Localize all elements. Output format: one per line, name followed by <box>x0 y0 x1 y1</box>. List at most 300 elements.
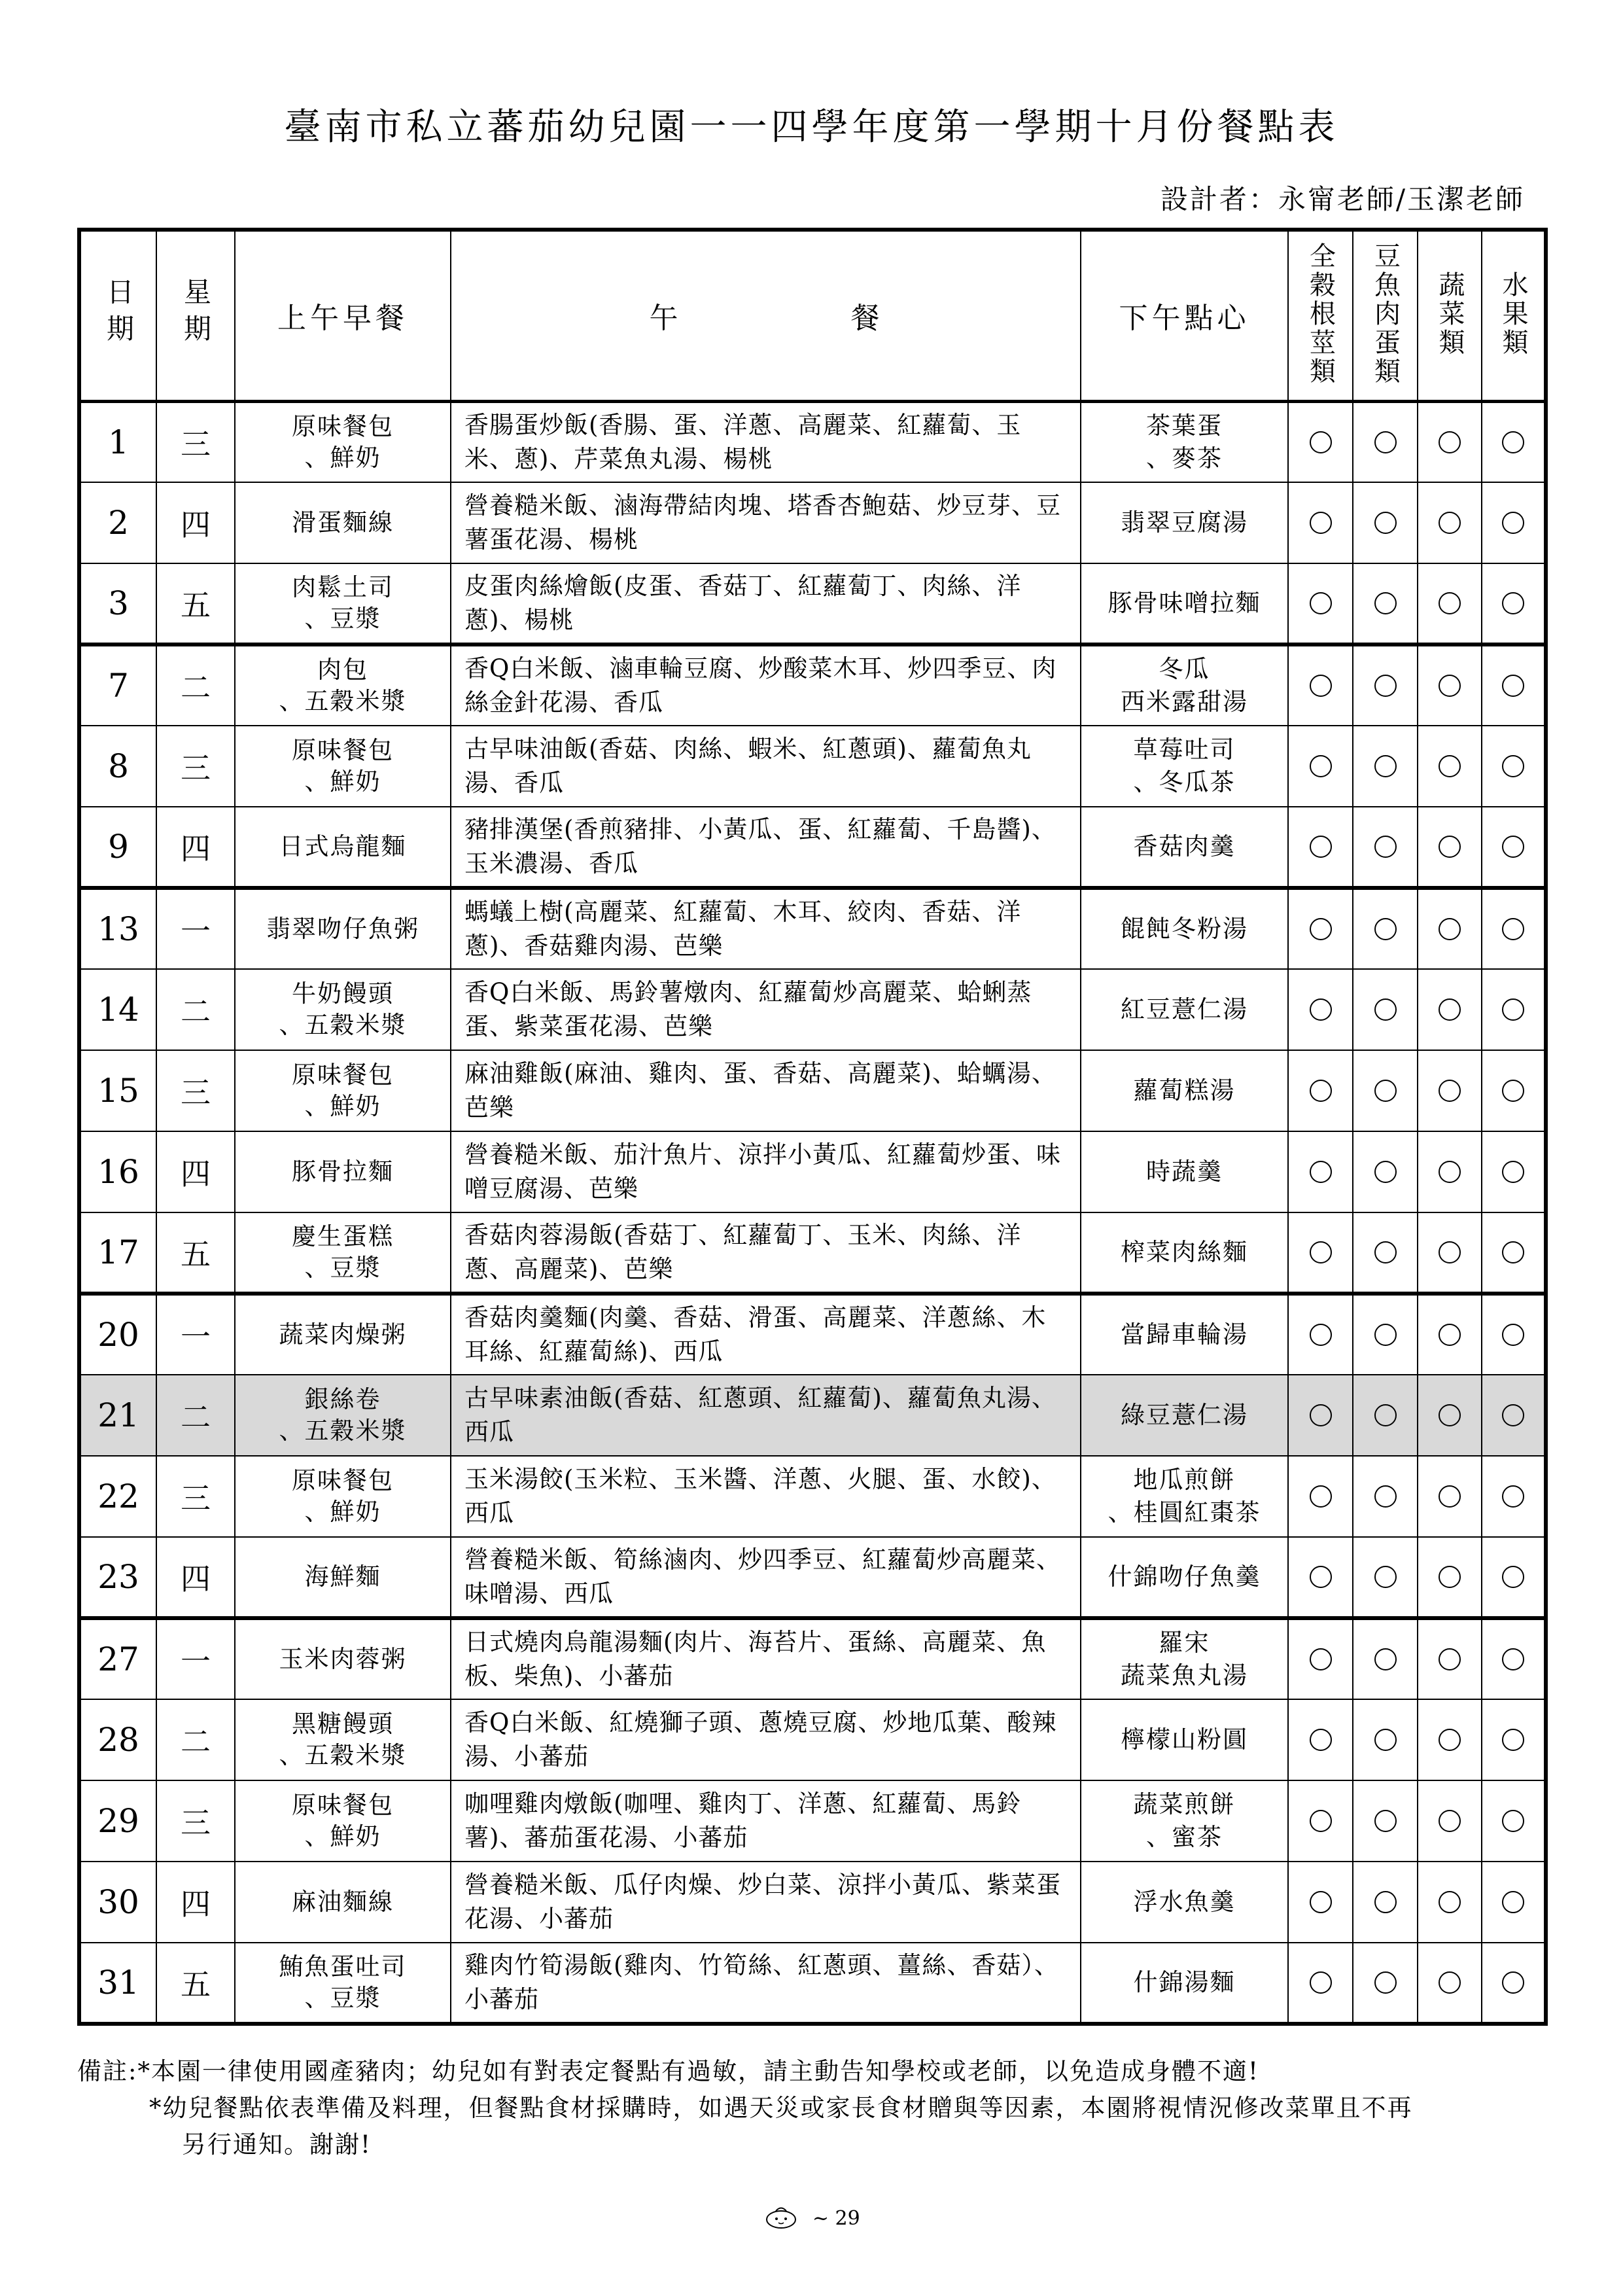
lunch-cell: 咖哩雞肉燉飯(咖哩、雞肉丁、洋蔥、紅蘿蔔、馬鈴薯)、蕃茄蛋花湯、小蕃茄 <box>451 1780 1081 1862</box>
check-circle-icon <box>1439 1404 1461 1426</box>
check-circle-icon <box>1374 918 1397 940</box>
protein-check-cell <box>1353 1456 1418 1537</box>
grains-check-cell <box>1288 888 1353 969</box>
check-circle-icon <box>1439 1729 1461 1751</box>
weekday-cell: 一 <box>156 1294 235 1375</box>
fruits-check-cell <box>1482 1618 1546 1699</box>
fruits-check-cell <box>1482 401 1546 482</box>
weekday-cell: 五 <box>156 1943 235 2024</box>
page-number: ~ 29 <box>812 2207 860 2230</box>
breakfast-cell <box>235 482 451 563</box>
header-protein: 豆魚肉蛋類 <box>1353 230 1418 401</box>
weekday-cell: 五 <box>156 1212 235 1294</box>
grains-check-cell <box>1288 1943 1353 2024</box>
snack-line: 什錦湯麵 <box>1133 1968 1236 1996</box>
check-circle-icon <box>1310 1161 1332 1183</box>
breakfast-line: 滑蛋麵線 <box>292 508 394 537</box>
check-circle-icon <box>1310 1241 1332 1263</box>
breakfast-line: 、五穀米漿 <box>279 687 407 715</box>
weekday-cell: 四 <box>156 482 235 563</box>
fruits-check-cell <box>1482 1943 1546 2024</box>
breakfast-line: 日式烏龍麵 <box>279 832 407 860</box>
date-cell: 31 <box>79 1943 156 2024</box>
table-row <box>79 1294 1546 1375</box>
check-circle-icon <box>1439 1810 1461 1832</box>
check-circle-icon <box>1374 1404 1397 1426</box>
breakfast-line: 麻油麵線 <box>292 1888 394 1916</box>
check-circle-icon <box>1310 1729 1332 1751</box>
protein-check-cell <box>1353 888 1418 969</box>
breakfast-line: 黑糖饅頭 <box>292 1710 394 1738</box>
check-circle-icon <box>1439 1971 1461 1994</box>
lunch-cell: 香腸蛋炒飯(香腸、蛋、洋蔥、高麗菜、紅蘿蔔、玉米、蔥)、芹菜魚丸湯、楊桃 <box>451 401 1081 482</box>
table-row <box>79 807 1546 888</box>
breakfast-line: 海鮮麵 <box>304 1563 381 1591</box>
breakfast-cell <box>235 1456 451 1537</box>
designer-credit: 設計者：永甯老師/玉潔老師 <box>1160 183 1525 215</box>
check-circle-icon <box>1439 836 1461 858</box>
date-cell: 3 <box>79 563 156 645</box>
weekday-cell: 五 <box>156 563 235 645</box>
check-circle-icon <box>1439 675 1461 697</box>
check-circle-icon <box>1310 1648 1332 1670</box>
breakfast-line: 鮪魚蛋吐司 <box>279 1952 407 1981</box>
check-circle-icon <box>1502 1729 1524 1751</box>
date-cell: 20 <box>79 1294 156 1375</box>
snack-line: 綠豆薏仁湯 <box>1121 1401 1248 1429</box>
grains-check-cell <box>1288 1050 1353 1131</box>
vegetables-check-cell <box>1418 1537 1482 1618</box>
lunch-cell: 皮蛋肉絲燴飯(皮蛋、香菇丁、紅蘿蔔丁、肉絲、洋蔥)、楊桃 <box>451 563 1081 645</box>
check-circle-icon <box>1310 1485 1332 1508</box>
protein-check-cell <box>1353 563 1418 645</box>
table-row <box>79 888 1546 969</box>
protein-check-cell <box>1353 401 1418 482</box>
snack-line: 餛飩冬粉湯 <box>1121 915 1248 943</box>
snack-cell <box>1081 563 1288 645</box>
check-circle-icon <box>1502 1485 1524 1508</box>
snack-line: 草莓吐司 <box>1133 735 1236 764</box>
weekday-cell: 三 <box>156 401 235 482</box>
vegetables-check-cell <box>1418 888 1482 969</box>
snack-line: 、桂圓紅棗茶 <box>1108 1498 1261 1527</box>
check-circle-icon <box>1439 1324 1461 1346</box>
protein-check-cell <box>1353 1699 1418 1780</box>
vegetables-check-cell <box>1418 807 1482 888</box>
table-row <box>79 726 1546 807</box>
fruits-check-cell <box>1482 888 1546 969</box>
weekday-cell: 三 <box>156 726 235 807</box>
snack-cell <box>1081 1456 1288 1537</box>
weekday-cell: 二 <box>156 1375 235 1456</box>
protein-check-cell <box>1353 969 1418 1050</box>
lunch-cell: 營養糙米飯、筍絲滷肉、炒四季豆、紅蘿蔔炒高麗菜、味噌湯、西瓜 <box>451 1537 1081 1618</box>
table-row <box>79 1862 1546 1943</box>
breakfast-line: 、豆漿 <box>304 1254 381 1282</box>
breakfast-line: 慶生蛋糕 <box>292 1222 394 1250</box>
fruits-check-cell <box>1482 1456 1546 1537</box>
check-circle-icon <box>1502 1971 1524 1994</box>
check-circle-icon <box>1502 431 1524 453</box>
lunch-cell: 玉米湯餃(玉米粒、玉米醬、洋蔥、火腿、蛋、水餃)、西瓜 <box>451 1456 1081 1537</box>
snack-line: 香菇肉羹 <box>1133 832 1236 860</box>
snack-cell <box>1081 807 1288 888</box>
table-row <box>79 1375 1546 1456</box>
check-circle-icon <box>1374 431 1397 453</box>
grains-check-cell <box>1288 482 1353 563</box>
breakfast-line: 蔬菜肉燥粥 <box>279 1320 407 1349</box>
date-cell: 9 <box>79 807 156 888</box>
check-circle-icon <box>1502 1566 1524 1588</box>
lunch-cell: 古早味素油飯(香菇、紅蔥頭、紅蘿蔔)、蘿蔔魚丸湯、西瓜 <box>451 1375 1081 1456</box>
lunch-cell: 香Q白米飯、馬鈴薯燉肉、紅蘿蔔炒高麗菜、蛤蜊蒸蛋、紫菜蛋花湯、芭樂 <box>451 969 1081 1050</box>
breakfast-cell <box>235 726 451 807</box>
protein-check-cell <box>1353 482 1418 563</box>
breakfast-cell <box>235 1618 451 1699</box>
date-cell: 30 <box>79 1862 156 1943</box>
snack-line: 榨菜肉絲麵 <box>1121 1238 1248 1266</box>
breakfast-line: 、鮮奶 <box>304 1092 381 1120</box>
snack-line: 地瓜煎餅 <box>1133 1466 1236 1494</box>
fruits-check-cell <box>1482 1294 1546 1375</box>
date-cell: 13 <box>79 888 156 969</box>
note-line-1: 備註:*本園一律使用國產豬肉；幼兒如有對表定餐點有過敏，請主動告知學校或老師，以免造成身體不適! <box>77 2057 1259 2085</box>
snack-cell <box>1081 1131 1288 1212</box>
fruits-check-cell <box>1482 563 1546 645</box>
check-circle-icon <box>1374 1485 1397 1508</box>
lunch-cell: 香Q白米飯、紅燒獅子頭、蔥燒豆腐、炒地瓜葉、酸辣湯、小蕃茄 <box>451 1699 1081 1780</box>
check-circle-icon <box>1374 998 1397 1021</box>
check-circle-icon <box>1502 998 1524 1021</box>
table-row <box>79 1699 1546 1780</box>
check-circle-icon <box>1502 755 1524 777</box>
snack-line: 蔬菜魚丸湯 <box>1121 1661 1248 1689</box>
table-row <box>79 1537 1546 1618</box>
check-circle-icon <box>1502 1241 1524 1263</box>
breakfast-cell <box>235 807 451 888</box>
breakfast-cell <box>235 888 451 969</box>
snack-line: 、冬瓜茶 <box>1133 768 1236 796</box>
snack-cell <box>1081 1050 1288 1131</box>
header-lunch: 午 餐 <box>451 230 1081 401</box>
check-circle-icon <box>1374 1729 1397 1751</box>
breakfast-cell <box>235 401 451 482</box>
header-snack: 下午點心 <box>1081 230 1288 401</box>
tomato-mascot-icon <box>763 2204 799 2235</box>
weekday-cell: 三 <box>156 1780 235 1862</box>
table-row <box>79 401 1546 482</box>
breakfast-line: 原味餐包 <box>292 1061 394 1089</box>
check-circle-icon <box>1439 1891 1461 1913</box>
date-cell: 28 <box>79 1699 156 1780</box>
snack-cell <box>1081 1618 1288 1699</box>
date-cell: 14 <box>79 969 156 1050</box>
breakfast-line: 肉鬆土司 <box>292 573 394 601</box>
breakfast-cell <box>235 1699 451 1780</box>
notes <box>77 2053 1549 2163</box>
check-circle-icon <box>1502 592 1524 614</box>
breakfast-cell <box>235 1050 451 1131</box>
check-circle-icon <box>1374 1161 1397 1183</box>
check-circle-icon <box>1502 1080 1524 1102</box>
table-row <box>79 1212 1546 1294</box>
check-circle-icon <box>1439 1161 1461 1183</box>
vegetables-check-cell <box>1418 1943 1482 2024</box>
check-circle-icon <box>1310 431 1332 453</box>
date-cell: 15 <box>79 1050 156 1131</box>
date-cell: 8 <box>79 726 156 807</box>
snack-cell <box>1081 1943 1288 2024</box>
note-line-3: 另行通知。謝謝! <box>182 2130 372 2159</box>
check-circle-icon <box>1374 836 1397 858</box>
lunch-cell: 古早味油飯(香菇、肉絲、蝦米、紅蔥頭)、蘿蔔魚丸湯、香瓜 <box>451 726 1081 807</box>
check-circle-icon <box>1374 1324 1397 1346</box>
breakfast-line: 玉米肉蓉粥 <box>279 1645 407 1673</box>
grains-check-cell <box>1288 563 1353 645</box>
grains-check-cell <box>1288 1699 1353 1780</box>
breakfast-line: 、五穀米漿 <box>279 1417 407 1445</box>
weekday-cell: 四 <box>156 1131 235 1212</box>
table-row <box>79 1131 1546 1212</box>
check-circle-icon <box>1310 1810 1332 1832</box>
breakfast-cell <box>235 1294 451 1375</box>
header-grains: 全穀根莖類 <box>1288 230 1353 401</box>
date-cell: 7 <box>79 645 156 726</box>
grains-check-cell <box>1288 1375 1353 1456</box>
grains-check-cell <box>1288 726 1353 807</box>
snack-line: 冬瓜 <box>1159 655 1210 683</box>
vegetables-check-cell <box>1418 969 1482 1050</box>
fruits-check-cell <box>1482 1862 1546 1943</box>
grains-check-cell <box>1288 1456 1353 1537</box>
snack-line: 豚骨味噌拉麵 <box>1108 589 1261 617</box>
check-circle-icon <box>1310 836 1332 858</box>
lunch-cell: 香菇肉羹麵(肉羹、香菇、滑蛋、高麗菜、洋蔥絲、木耳絲、紅蘿蔔絲)、西瓜 <box>451 1294 1081 1375</box>
breakfast-line: 、五穀米漿 <box>279 1011 407 1039</box>
breakfast-cell <box>235 645 451 726</box>
table-row <box>79 1456 1546 1537</box>
lunch-cell: 營養糙米飯、滷海帶結肉塊、塔香杏鮑菇、炒豆芽、豆薯蛋花湯、楊桃 <box>451 482 1081 563</box>
note-line-2: *幼兒餐點依表準備及料理，但餐點食材採購時，如遇天災或家長食材贈與等因素，本園將視情況修改菜單且不再 <box>149 2094 1413 2122</box>
lunch-cell: 麻油雞飯(麻油、雞肉、蛋、香菇、高麗菜)、蛤蠣湯、芭樂 <box>451 1050 1081 1131</box>
check-circle-icon <box>1439 1648 1461 1670</box>
grains-check-cell <box>1288 969 1353 1050</box>
table-row <box>79 969 1546 1050</box>
protein-check-cell <box>1353 1212 1418 1294</box>
snack-line: 茶葉蛋 <box>1146 411 1223 440</box>
date-cell: 29 <box>79 1780 156 1862</box>
protein-check-cell <box>1353 1050 1418 1131</box>
snack-cell <box>1081 1537 1288 1618</box>
breakfast-cell <box>235 969 451 1050</box>
fruits-check-cell <box>1482 1212 1546 1294</box>
check-circle-icon <box>1502 1891 1524 1913</box>
snack-line: 蘿蔔糕湯 <box>1133 1076 1236 1104</box>
vegetables-check-cell <box>1418 645 1482 726</box>
vegetables-check-cell <box>1418 1618 1482 1699</box>
grains-check-cell <box>1288 1294 1353 1375</box>
header-weekday: 星期 <box>156 230 235 401</box>
meal-table <box>77 228 1548 2026</box>
check-circle-icon <box>1439 592 1461 614</box>
fruits-check-cell <box>1482 969 1546 1050</box>
breakfast-line: 肉包 <box>317 656 368 684</box>
check-circle-icon <box>1502 1810 1524 1832</box>
lunch-cell: 雞肉竹筍湯飯(雞肉、竹筍絲、紅蔥頭、薑絲、香菇）、小蕃茄 <box>451 1943 1081 2024</box>
breakfast-cell <box>235 1375 451 1456</box>
check-circle-icon <box>1439 755 1461 777</box>
breakfast-line: 、鮮奶 <box>304 768 381 796</box>
lunch-cell: 日式燒肉烏龍湯麵(肉片、海苔片、蛋絲、高麗菜、魚板、柴魚)、小蕃茄 <box>451 1618 1081 1699</box>
check-circle-icon <box>1502 512 1524 534</box>
check-circle-icon <box>1374 1891 1397 1913</box>
breakfast-cell <box>235 1212 451 1294</box>
header-breakfast: 上午早餐 <box>235 230 451 401</box>
check-circle-icon <box>1502 918 1524 940</box>
breakfast-cell <box>235 563 451 645</box>
snack-cell <box>1081 1375 1288 1456</box>
grains-check-cell <box>1288 1537 1353 1618</box>
header-vegetables: 蔬菜類 <box>1418 230 1482 401</box>
snack-cell <box>1081 1294 1288 1375</box>
protein-check-cell <box>1353 807 1418 888</box>
check-circle-icon <box>1374 1080 1397 1102</box>
header-fruits: 水果類 <box>1482 230 1546 401</box>
check-circle-icon <box>1502 675 1524 697</box>
lunch-cell: 豬排漢堡(香煎豬排、小黃瓜、蛋、紅蘿蔔、千島醬)、玉米濃湯、香瓜 <box>451 807 1081 888</box>
table-row <box>79 1780 1546 1862</box>
snack-line: 什錦吻仔魚羹 <box>1108 1563 1261 1591</box>
breakfast-line: 豚骨拉麵 <box>292 1157 394 1186</box>
date-cell: 21 <box>79 1375 156 1456</box>
snack-cell <box>1081 1212 1288 1294</box>
snack-line: 翡翠豆腐湯 <box>1121 508 1248 537</box>
protein-check-cell <box>1353 1294 1418 1375</box>
check-circle-icon <box>1502 1324 1524 1346</box>
fruits-check-cell <box>1482 645 1546 726</box>
breakfast-line: 、豆漿 <box>304 1984 381 2012</box>
snack-cell <box>1081 969 1288 1050</box>
lunch-cell: 香Q白米飯、滷車輪豆腐、炒酸菜木耳、炒四季豆、肉絲金針花湯、香瓜 <box>451 645 1081 726</box>
lunch-cell: 營養糙米飯、瓜仔肉燥、炒白菜、涼拌小黃瓜、紫菜蛋花湯、小蕃茄 <box>451 1862 1081 1943</box>
check-circle-icon <box>1374 1810 1397 1832</box>
breakfast-line: 翡翠吻仔魚粥 <box>266 915 419 943</box>
snack-cell <box>1081 401 1288 482</box>
check-circle-icon <box>1374 675 1397 697</box>
grains-check-cell <box>1288 1212 1353 1294</box>
vegetables-check-cell <box>1418 401 1482 482</box>
check-circle-icon <box>1310 1566 1332 1588</box>
check-circle-icon <box>1502 836 1524 858</box>
check-circle-icon <box>1374 1241 1397 1263</box>
weekday-cell: 四 <box>156 1862 235 1943</box>
table-row <box>79 482 1546 563</box>
date-cell: 23 <box>79 1537 156 1618</box>
protein-check-cell <box>1353 1537 1418 1618</box>
grains-check-cell <box>1288 401 1353 482</box>
breakfast-line: 、鮮奶 <box>304 443 381 472</box>
check-circle-icon <box>1310 675 1332 697</box>
check-circle-icon <box>1310 998 1332 1021</box>
check-circle-icon <box>1439 1485 1461 1508</box>
check-circle-icon <box>1439 512 1461 534</box>
snack-line: 、蜜茶 <box>1146 1823 1223 1851</box>
breakfast-cell <box>235 1943 451 2024</box>
grains-check-cell <box>1288 1131 1353 1212</box>
check-circle-icon <box>1310 1324 1332 1346</box>
table-row <box>79 1943 1546 2024</box>
snack-line: 時蔬羹 <box>1146 1157 1223 1186</box>
check-circle-icon <box>1374 1971 1397 1994</box>
grains-check-cell <box>1288 1618 1353 1699</box>
check-circle-icon <box>1310 592 1332 614</box>
fruits-check-cell <box>1482 482 1546 563</box>
breakfast-cell <box>235 1780 451 1862</box>
table-row <box>79 1050 1546 1131</box>
vegetables-check-cell <box>1418 1862 1482 1943</box>
snack-cell <box>1081 482 1288 563</box>
lunch-cell: 香菇肉蓉湯飯(香菇丁、紅蘿蔔丁、玉米、肉絲、洋蔥、高麗菜)、芭樂 <box>451 1212 1081 1294</box>
protein-check-cell <box>1353 1780 1418 1862</box>
grains-check-cell <box>1288 1862 1353 1943</box>
check-circle-icon <box>1310 1080 1332 1102</box>
weekday-cell: 三 <box>156 1456 235 1537</box>
snack-cell <box>1081 726 1288 807</box>
breakfast-cell <box>235 1862 451 1943</box>
breakfast-line: 、鮮奶 <box>304 1822 381 1850</box>
weekday-cell: 三 <box>156 1050 235 1131</box>
snack-cell <box>1081 645 1288 726</box>
fruits-check-cell <box>1482 807 1546 888</box>
snack-line: 蔬菜煎餅 <box>1133 1790 1236 1818</box>
check-circle-icon <box>1310 1971 1332 1994</box>
check-circle-icon <box>1439 918 1461 940</box>
check-circle-icon <box>1310 1404 1332 1426</box>
header-date: 日期 <box>79 230 156 401</box>
vegetables-check-cell <box>1418 1699 1482 1780</box>
weekday-cell: 四 <box>156 807 235 888</box>
fruits-check-cell <box>1482 1375 1546 1456</box>
date-cell: 27 <box>79 1618 156 1699</box>
weekday-cell: 二 <box>156 969 235 1050</box>
protein-check-cell <box>1353 645 1418 726</box>
date-cell: 17 <box>79 1212 156 1294</box>
grains-check-cell <box>1288 807 1353 888</box>
protein-check-cell <box>1353 1131 1418 1212</box>
vegetables-check-cell <box>1418 482 1482 563</box>
check-circle-icon <box>1310 755 1332 777</box>
fruits-check-cell <box>1482 1780 1546 1862</box>
check-circle-icon <box>1310 918 1332 940</box>
page-title: 臺南市私立蕃茄幼兒園一一四學年度第一學期十月份餐點表 <box>284 106 1339 149</box>
protein-check-cell <box>1353 1943 1418 2024</box>
date-cell: 16 <box>79 1131 156 1212</box>
snack-line: 浮水魚羹 <box>1133 1888 1236 1916</box>
weekday-cell: 四 <box>156 1537 235 1618</box>
check-circle-icon <box>1439 998 1461 1021</box>
grains-check-cell <box>1288 1780 1353 1862</box>
breakfast-line: 原味餐包 <box>292 412 394 440</box>
breakfast-line: 銀絲卷 <box>304 1385 381 1413</box>
vegetables-check-cell <box>1418 1456 1482 1537</box>
check-circle-icon <box>1439 431 1461 453</box>
check-circle-icon <box>1502 1161 1524 1183</box>
check-circle-icon <box>1374 1648 1397 1670</box>
snack-line: 當歸車輪湯 <box>1121 1320 1248 1349</box>
weekday-cell: 一 <box>156 888 235 969</box>
breakfast-line: 原味餐包 <box>292 736 394 764</box>
check-circle-icon <box>1502 1404 1524 1426</box>
